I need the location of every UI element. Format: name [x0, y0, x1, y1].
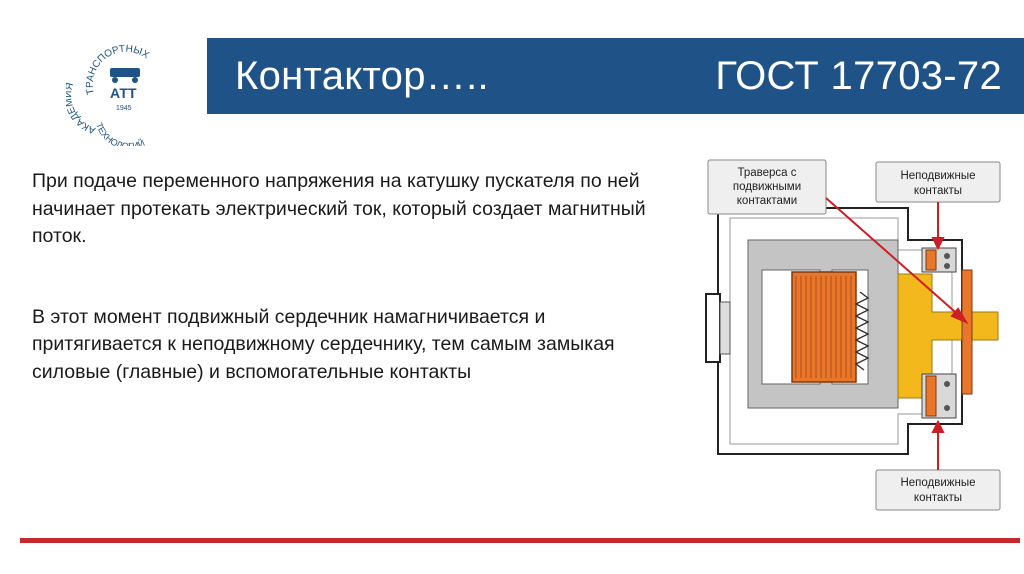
logo-abbr: АТТ [110, 85, 137, 101]
tram-icon [110, 68, 140, 83]
slide-title: Контактор….. [235, 54, 489, 98]
logo-arc-left: АКАДЕ [66, 104, 98, 136]
moving-contact [962, 270, 972, 394]
logo-arc-top: ТРАНСПОРТНЫХ [84, 43, 151, 96]
academy-logo [66, 36, 186, 146]
paragraph-core-attraction: В этот момент подвижный сердечник намагничивается и притягивается к неподвижному сердечнику, тем самым замыкая силовые (главные) и вспомогательные контакты [32, 305, 615, 383]
fixed-contact-bottom [922, 374, 956, 418]
slide-body [32, 168, 672, 386]
footer-rule [20, 538, 1020, 543]
fixed-contact-top [922, 248, 956, 272]
label-box-fixed-bottom [876, 470, 1000, 510]
header-bar [207, 38, 1024, 114]
label-fixed-top-line2: контакты [913, 185, 963, 197]
logo-arc-bottom: ТЕХНОЛО ИЙ [94, 121, 147, 146]
paragraph-coil-current: При подаче переменного напряжения на катушку пускателя по ней начинает протекать электрический ток, который создает магнитный поток. [32, 170, 646, 247]
label-fixed-bottom-line2: контакты [913, 492, 963, 504]
label-fixed-bottom-line1: Неподвижные [900, 477, 976, 489]
mounting-tab [706, 294, 720, 362]
label-traverse-line1: Траверса с [737, 167, 797, 179]
contactor-diagram [700, 152, 1010, 516]
logo-year: 1945 [116, 105, 132, 112]
standard-label: ГОСТ 17703-72 [715, 54, 1002, 98]
label-traverse-line2: подвижными [732, 181, 802, 193]
svg-text:ТЕХНОЛОГИЙ [94, 121, 146, 146]
label-traverse-line3: контактами [736, 195, 798, 207]
label-fixed-top-line1: Неподвижные [900, 170, 976, 182]
